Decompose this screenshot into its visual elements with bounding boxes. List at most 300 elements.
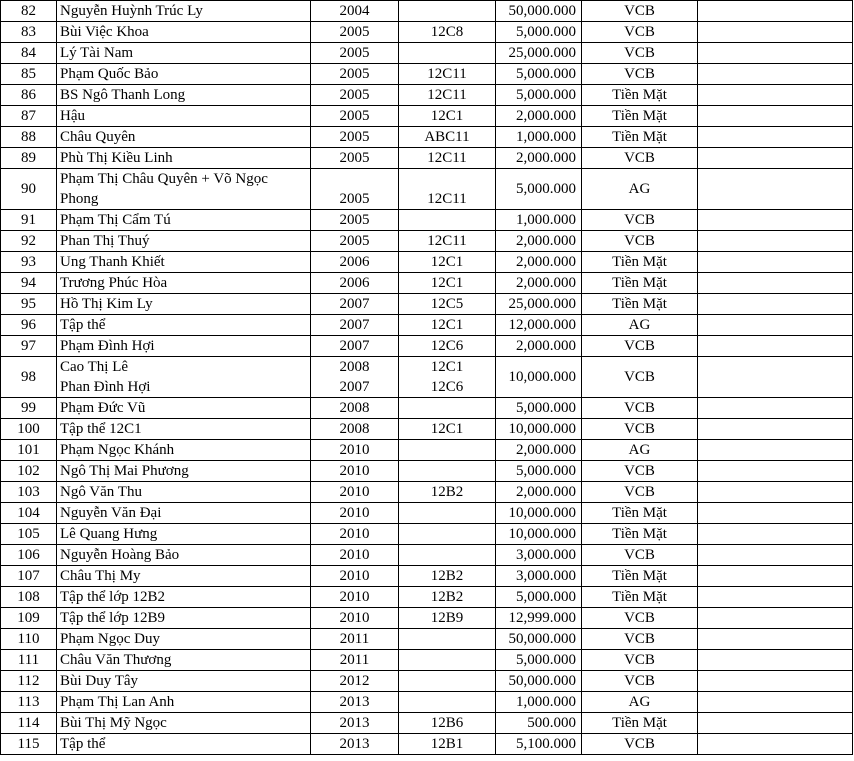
cell-note[interactable] [698,545,853,566]
cell-method[interactable]: VCB [582,482,698,503]
cell-stt[interactable]: 87 [1,106,57,127]
cell-amount[interactable]: 2,000.000 [496,482,582,503]
cell-year[interactable] [311,22,399,43]
cell-year-line: 2007 [339,296,370,312]
cell-amount[interactable]: 25,000.000 [496,294,582,315]
cell-amount[interactable]: 10,000.000 [496,503,582,524]
cell-year-line: 2005 [339,212,370,228]
cell-name[interactable] [57,566,311,587]
cell-year[interactable] [311,713,399,734]
cell-year[interactable] [311,148,399,169]
cell-year[interactable] [311,1,399,22]
cell-year-line: 2011 [339,652,370,668]
cell-amount[interactable]: 5,000.000 [496,461,582,482]
cell-name[interactable] [57,734,311,755]
cell-method[interactable]: Tiền Mặt [582,503,698,524]
table-row [1,169,853,210]
cell-note[interactable] [698,22,853,43]
cell-name[interactable] [57,336,311,357]
cell-amount[interactable]: 10,000.000 [496,524,582,545]
cell-name[interactable] [57,461,311,482]
cell-class[interactable] [399,231,496,252]
table-row [1,1,853,22]
cell-name-line: Bùi Duy Tây [60,673,139,689]
cell-name-line: Phạm Ngọc Khánh [60,442,175,458]
cell-year[interactable] [311,127,399,148]
cell-year[interactable] [311,587,399,608]
cell-amount[interactable]: 1,000.000 [496,692,582,713]
cell-stt[interactable]: 84 [1,43,57,64]
cell-method[interactable]: Tiền Mặt [582,85,698,106]
cell-year-line: 2005 [339,108,370,124]
cell-class-line: 12C1 [430,254,464,270]
cell-class[interactable] [399,713,496,734]
cell-class[interactable] [399,294,496,315]
cell-method[interactable]: VCB [582,43,698,64]
cell-name[interactable] [57,357,311,398]
cell-stt[interactable]: 111 [1,650,57,671]
cell-note[interactable] [698,210,853,231]
cell-amount[interactable]: 5,000.000 [496,587,582,608]
cell-class[interactable] [399,503,496,524]
cell-class[interactable] [399,650,496,671]
cell-class-line: 12B2 [430,568,464,584]
cell-amount[interactable]: 50,000.000 [496,671,582,692]
cell-year[interactable] [311,482,399,503]
cell-method[interactable]: Tiền Mặt [582,524,698,545]
cell-note[interactable] [698,629,853,650]
cell-class[interactable] [399,106,496,127]
cell-class-line: 12C1 [430,359,464,375]
cell-year[interactable] [311,169,399,210]
cell-year[interactable] [311,336,399,357]
cell-note[interactable] [698,692,853,713]
cell-note[interactable] [698,148,853,169]
cell-year[interactable] [311,503,399,524]
cell-stt[interactable]: 115 [1,734,57,755]
cell-note[interactable] [698,524,853,545]
cell-class-line [402,210,492,230]
cell-class[interactable] [399,127,496,148]
cell-amount[interactable]: 5,000.000 [496,650,582,671]
cell-amount[interactable]: 2,000.000 [496,336,582,357]
cell-year[interactable] [311,734,399,755]
cell-amount[interactable]: 2,000.000 [496,106,582,127]
cell-note[interactable] [698,43,853,64]
cell-class-line: 12B1 [430,736,464,752]
cell-class[interactable] [399,419,496,440]
cell-amount[interactable]: 5,000.000 [496,169,582,210]
cell-note[interactable] [698,273,853,294]
cell-method[interactable]: Tiền Mặt [582,106,698,127]
cell-stt[interactable]: 110 [1,629,57,650]
cell-class[interactable] [399,545,496,566]
cell-stt[interactable]: 93 [1,252,57,273]
cell-method[interactable]: VCB [582,734,698,755]
cell-class[interactable] [399,22,496,43]
cell-class[interactable] [399,336,496,357]
cell-year[interactable] [311,273,399,294]
cell-year-line: 2010 [339,568,370,584]
cell-stt[interactable]: 89 [1,148,57,169]
cell-year[interactable] [311,64,399,85]
cell-year[interactable] [311,608,399,629]
cell-amount[interactable]: 5,000.000 [496,398,582,419]
table-row [1,64,853,85]
cell-year[interactable] [311,43,399,64]
cell-class[interactable] [399,148,496,169]
cell-method[interactable]: Tiền Mặt [582,273,698,294]
cell-name[interactable] [57,22,311,43]
cell-note[interactable] [698,671,853,692]
cell-stt[interactable]: 97 [1,336,57,357]
cell-class-line [402,671,492,691]
cell-note[interactable] [698,106,853,127]
cell-name[interactable] [57,713,311,734]
cell-method[interactable]: Tiền Mặt [582,566,698,587]
cell-amount[interactable]: 5,000.000 [496,64,582,85]
cell-amount[interactable]: 500.000 [496,713,582,734]
cell-class[interactable] [399,85,496,106]
cell-note[interactable] [698,566,853,587]
cell-note[interactable] [698,1,853,22]
cell-class[interactable] [399,629,496,650]
cell-note[interactable] [698,398,853,419]
cell-stt[interactable]: 100 [1,419,57,440]
cell-class[interactable] [399,671,496,692]
cell-method[interactable]: VCB [582,231,698,252]
cell-name-line: Tập thể 12C1 [60,421,142,437]
cell-name-line: Phạm Thị Lan Anh [60,694,175,710]
cell-method[interactable]: Tiền Mặt [582,587,698,608]
cell-year[interactable] [311,692,399,713]
cell-amount[interactable]: 50,000.000 [496,1,582,22]
cell-name[interactable] [57,127,311,148]
table-row [1,398,853,419]
cell-method[interactable]: VCB [582,64,698,85]
cell-name[interactable] [57,545,311,566]
cell-method[interactable]: AG [582,169,698,210]
cell-year-line [314,169,395,189]
cell-name[interactable] [57,1,311,22]
cell-note[interactable] [698,336,853,357]
cell-amount[interactable]: 50,000.000 [496,629,582,650]
cell-stt[interactable]: 112 [1,671,57,692]
table-row [1,524,853,545]
cell-method[interactable]: VCB [582,419,698,440]
cell-name[interactable] [57,85,311,106]
cell-stt[interactable]: 82 [1,1,57,22]
cell-note[interactable] [698,252,853,273]
cell-name-line: Bùi Việc Khoa [60,24,149,40]
cell-year[interactable] [311,440,399,461]
cell-amount[interactable]: 3,000.000 [496,566,582,587]
cell-stt[interactable]: 108 [1,587,57,608]
cell-amount[interactable]: 2,000.000 [496,148,582,169]
cell-year[interactable] [311,85,399,106]
cell-note[interactable] [698,608,853,629]
cell-note[interactable] [698,294,853,315]
cell-method[interactable]: AG [582,440,698,461]
cell-amount[interactable]: 5,100.000 [496,734,582,755]
cell-name-line: Nguyễn Huỳnh Trúc Ly [60,3,203,19]
cell-class[interactable] [399,169,496,210]
cell-year[interactable] [311,545,399,566]
cell-year-line: 2007 [339,379,370,395]
cell-class[interactable] [399,210,496,231]
cell-name[interactable] [57,210,311,231]
cell-year[interactable] [311,461,399,482]
cell-stt[interactable]: 91 [1,210,57,231]
cell-stt[interactable]: 94 [1,273,57,294]
cell-name[interactable] [57,419,311,440]
cell-name[interactable] [57,650,311,671]
cell-class-line [402,524,492,544]
cell-name[interactable] [57,169,311,210]
cell-class[interactable] [399,252,496,273]
cell-note[interactable] [698,482,853,503]
table-row [1,85,853,106]
cell-class-line: 12C11 [427,150,467,166]
cell-year[interactable] [311,650,399,671]
cell-method[interactable]: Tiền Mặt [582,713,698,734]
cell-year[interactable] [311,357,399,398]
cell-name[interactable] [57,608,311,629]
cell-name-line: Châu Văn Thương [60,652,172,668]
cell-year-line: 2012 [339,673,370,689]
cell-amount[interactable]: 2,000.000 [496,440,582,461]
cell-note[interactable] [698,461,853,482]
cell-method[interactable]: AG [582,315,698,336]
cell-stt[interactable]: 96 [1,315,57,336]
cell-year-line: 2005 [339,233,370,249]
cell-stt[interactable]: 106 [1,545,57,566]
cell-method[interactable]: VCB [582,210,698,231]
cell-method[interactable]: VCB [582,608,698,629]
cell-name[interactable] [57,252,311,273]
cell-amount[interactable]: 2,000.000 [496,252,582,273]
cell-name[interactable] [57,671,311,692]
cell-amount[interactable]: 10,000.000 [496,357,582,398]
cell-class-line: 12C8 [430,24,464,40]
cell-year-line: 2013 [339,736,370,752]
cell-name-line: Phan Thị Thuý [60,233,150,249]
cell-name[interactable] [57,692,311,713]
cell-note[interactable] [698,64,853,85]
table-row [1,461,853,482]
cell-year[interactable] [311,294,399,315]
cell-class-line: 12C1 [430,421,464,437]
cell-stt[interactable]: 99 [1,398,57,419]
cell-class[interactable] [399,524,496,545]
cell-stt[interactable]: 114 [1,713,57,734]
cell-stt[interactable]: 86 [1,85,57,106]
cell-method[interactable]: Tiền Mặt [582,127,698,148]
cell-method[interactable]: Tiền Mặt [582,294,698,315]
cell-year-line: 2010 [339,484,370,500]
cell-stt[interactable]: 90 [1,169,57,210]
cell-class-line: 12C1 [430,108,464,124]
cell-stt[interactable]: 85 [1,64,57,85]
cell-name-line: Phạm Đức Vũ [60,400,146,416]
cell-amount[interactable]: 3,000.000 [496,545,582,566]
cell-note[interactable] [698,127,853,148]
cell-class[interactable] [399,482,496,503]
cell-class[interactable] [399,273,496,294]
cell-stt[interactable]: 113 [1,692,57,713]
cell-year-line: 2010 [339,589,370,605]
table-row [1,43,853,64]
cell-year[interactable] [311,231,399,252]
cell-stt[interactable]: 92 [1,231,57,252]
cell-note[interactable] [698,85,853,106]
cell-class[interactable] [399,566,496,587]
cell-year[interactable] [311,566,399,587]
table-row [1,629,853,650]
cell-method[interactable]: VCB [582,461,698,482]
cell-stt[interactable]: 95 [1,294,57,315]
cell-note[interactable] [698,587,853,608]
cell-name-line: BS Ngô Thanh Long [60,87,186,103]
cell-class[interactable] [399,43,496,64]
cell-class[interactable] [399,608,496,629]
cell-year[interactable] [311,629,399,650]
cell-year[interactable] [311,524,399,545]
cell-note[interactable] [698,650,853,671]
cell-stt[interactable]: 103 [1,482,57,503]
cell-name[interactable] [57,440,311,461]
cell-amount[interactable]: 12,000.000 [496,315,582,336]
cell-name[interactable] [57,587,311,608]
cell-name-line: Tập thể [60,736,106,752]
cell-name[interactable] [57,294,311,315]
cell-amount[interactable]: 1,000.000 [496,127,582,148]
cell-method[interactable]: VCB [582,545,698,566]
cell-amount[interactable]: 25,000.000 [496,43,582,64]
cell-year-line: 2013 [339,694,370,710]
cell-year[interactable] [311,419,399,440]
cell-name[interactable] [57,482,311,503]
cell-method[interactable]: VCB [582,336,698,357]
cell-class-line: 12B2 [430,589,464,605]
cell-amount[interactable]: 10,000.000 [496,419,582,440]
cell-year[interactable] [311,671,399,692]
cell-stt[interactable]: 102 [1,461,57,482]
cell-amount[interactable]: 2,000.000 [496,273,582,294]
cell-amount[interactable]: 12,999.000 [496,608,582,629]
cell-note[interactable] [698,440,853,461]
cell-name-line: Nguyễn Hoàng Bảo [60,547,180,563]
cell-name[interactable] [57,231,311,252]
cell-year-line: 2005 [339,150,370,166]
cell-method[interactable]: Tiền Mặt [582,252,698,273]
table-row [1,650,853,671]
cell-note[interactable] [698,357,853,398]
table-row [1,545,853,566]
cell-stt[interactable]: 98 [1,357,57,398]
cell-class[interactable] [399,1,496,22]
cell-class-line: 12C11 [427,191,467,207]
cell-class[interactable] [399,734,496,755]
cell-amount[interactable]: 5,000.000 [496,22,582,43]
cell-note[interactable] [698,734,853,755]
cell-class[interactable] [399,315,496,336]
cell-name[interactable] [57,148,311,169]
cell-class[interactable] [399,587,496,608]
cell-class[interactable] [399,357,496,398]
cell-name[interactable] [57,629,311,650]
cell-stt[interactable]: 88 [1,127,57,148]
cell-name[interactable] [57,315,311,336]
cell-year-line: 2005 [339,66,370,82]
cell-name[interactable] [57,43,311,64]
table-row [1,127,853,148]
cell-name[interactable] [57,503,311,524]
cell-stt[interactable]: 109 [1,608,57,629]
cell-stt[interactable]: 83 [1,22,57,43]
cell-class-line [402,440,492,460]
cell-method[interactable]: VCB [582,148,698,169]
cell-note[interactable] [698,419,853,440]
cell-method[interactable]: VCB [582,357,698,398]
cell-method[interactable]: VCB [582,629,698,650]
cell-note[interactable] [698,231,853,252]
cell-note[interactable] [698,503,853,524]
cell-name[interactable] [57,398,311,419]
cell-year[interactable] [311,106,399,127]
cell-year[interactable] [311,315,399,336]
cell-year[interactable] [311,210,399,231]
cell-year[interactable] [311,252,399,273]
cell-method[interactable]: VCB [582,650,698,671]
table-body [1,1,853,755]
cell-stt[interactable]: 104 [1,503,57,524]
cell-name-line: Phạm Thị Châu Quyên + Võ Ngọc [60,171,268,187]
cell-name[interactable] [57,106,311,127]
cell-method[interactable]: VCB [582,1,698,22]
cell-year-line: 2010 [339,505,370,521]
table-row [1,106,853,127]
cell-year-line: 2005 [339,191,370,207]
cell-stt[interactable]: 105 [1,524,57,545]
cell-note[interactable] [698,315,853,336]
cell-note[interactable] [698,713,853,734]
cell-class[interactable] [399,440,496,461]
cell-class[interactable] [399,398,496,419]
cell-amount[interactable]: 2,000.000 [496,231,582,252]
cell-note[interactable] [698,169,853,210]
cell-year-line: 2011 [339,631,370,647]
cell-method[interactable]: VCB [582,22,698,43]
cell-year[interactable] [311,398,399,419]
cell-method[interactable]: VCB [582,671,698,692]
cell-name[interactable] [57,64,311,85]
cell-method[interactable]: AG [582,692,698,713]
cell-stt[interactable]: 107 [1,566,57,587]
cell-amount[interactable]: 5,000.000 [496,85,582,106]
cell-name-line: Ngô Văn Thu [60,484,142,500]
cell-class[interactable] [399,692,496,713]
cell-stt[interactable]: 101 [1,440,57,461]
cell-class[interactable] [399,461,496,482]
cell-class[interactable] [399,64,496,85]
cell-name[interactable] [57,524,311,545]
cell-class-line: 12C6 [430,338,464,354]
cell-name-line: Lê Quang Hưng [60,526,158,542]
cell-method[interactable]: VCB [582,398,698,419]
cell-amount[interactable]: 1,000.000 [496,210,582,231]
cell-name[interactable] [57,273,311,294]
